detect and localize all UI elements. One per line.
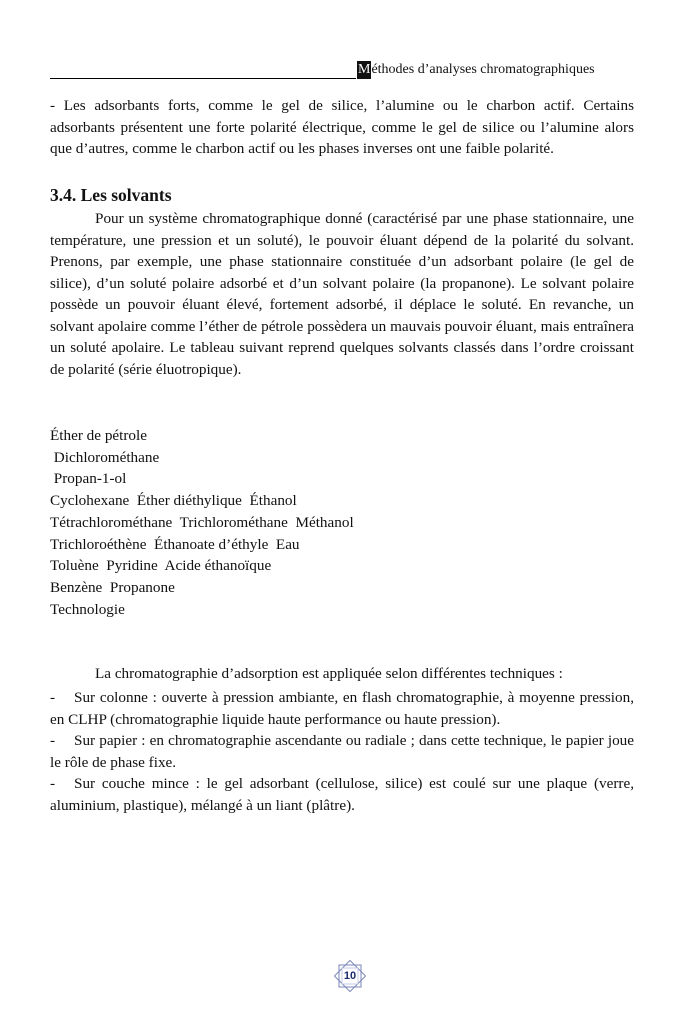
page-number: 10 xyxy=(343,970,357,982)
technique-text: Sur papier : en chromatographie ascendante ou radiale ; dans cette technique, le papier joue le rôle de phase fixe. xyxy=(50,732,634,771)
bullet-dash: - xyxy=(50,732,56,749)
solvent-line: Trichloroéthène Éthanoate d’éthyle Eau xyxy=(50,535,300,553)
solvent-line: Benzène Propanone xyxy=(50,578,175,596)
header-initial: M xyxy=(358,62,371,77)
solvent-line: Dichlorométhane xyxy=(50,448,160,466)
solvent-line: Technologie xyxy=(50,600,125,618)
section-title: 3.4. Les solvants xyxy=(50,185,172,205)
solvent-line: Tétrachlorométhane Trichlorométhane Méthanol xyxy=(50,513,354,531)
header-rule xyxy=(50,78,356,79)
solvent-list xyxy=(50,425,634,620)
bullet-dash: - xyxy=(50,689,56,706)
section-paragraph: Pour un système chromatographique donné (caractérisé par une phase stationnaire, une température, une pression et un soluté), le pouvoir éluant dépend de la polarité du solvant. Prenons, par exemple, une phase stationnaire constituée d’un adsorbant polaire (le gel de silice), d’un soluté polaire adsorbé et d’un solvant polaire (la propanone). Le solvant polaire possède un pouvoir éluant élevé, fortement adsorbé, il déplace le soluté. En revanche, un solvant apolaire comme l’éther de pétrole possèdera un mauvais pouvoir éluant, mais entraînera un soluté apolaire. Le tableau suivant reprend quelques solvants classés dans l’ordre croissant de polarité (série éluotropique). xyxy=(50,210,634,378)
technique-text: Sur colonne : ouverte à pression ambiante, en flash chromatographie, à moyenne pression, en CLHP (chromatographie liquide haute performance ou haute pression). xyxy=(50,689,634,728)
technique-text: Sur couche mince : le gel adsorbant (cellulose, silice) est coulé sur une plaque (verre, aluminium, plastique), mélangé à un liant (plâtre). xyxy=(50,775,634,814)
technique-item xyxy=(50,687,634,730)
header-title: éthodes d’analyses chromatographiques xyxy=(371,62,595,77)
solvent-line: Cyclohexane Éther diéthylique Éthanol xyxy=(50,492,297,510)
solvent-line: Toluène Pyridine Acide éthanoïque xyxy=(50,557,272,575)
solvent-line: Propan-1-ol xyxy=(50,470,127,488)
technique-item xyxy=(50,773,634,816)
bullet-dash: - xyxy=(50,775,56,792)
technique-item xyxy=(50,730,634,773)
solvent-line: Éther de pétrole xyxy=(50,427,147,444)
running-header xyxy=(357,60,595,80)
intro-paragraph: - Les adsorbants forts, comme le gel de silice, l’alumine ou le charbon actif. Certains adsorbants présentent une forte polarité électrique, comme le gel de silice ou l’alumine alors que d’autres, comme le charbon actif ou les phases inverses ont une faible polarité. xyxy=(50,97,634,157)
techniques-intro: La chromatographie d’adsorption est appliquée selon différentes techniques : xyxy=(95,665,563,682)
techniques-list xyxy=(50,687,634,816)
page-number-badge xyxy=(334,960,366,992)
